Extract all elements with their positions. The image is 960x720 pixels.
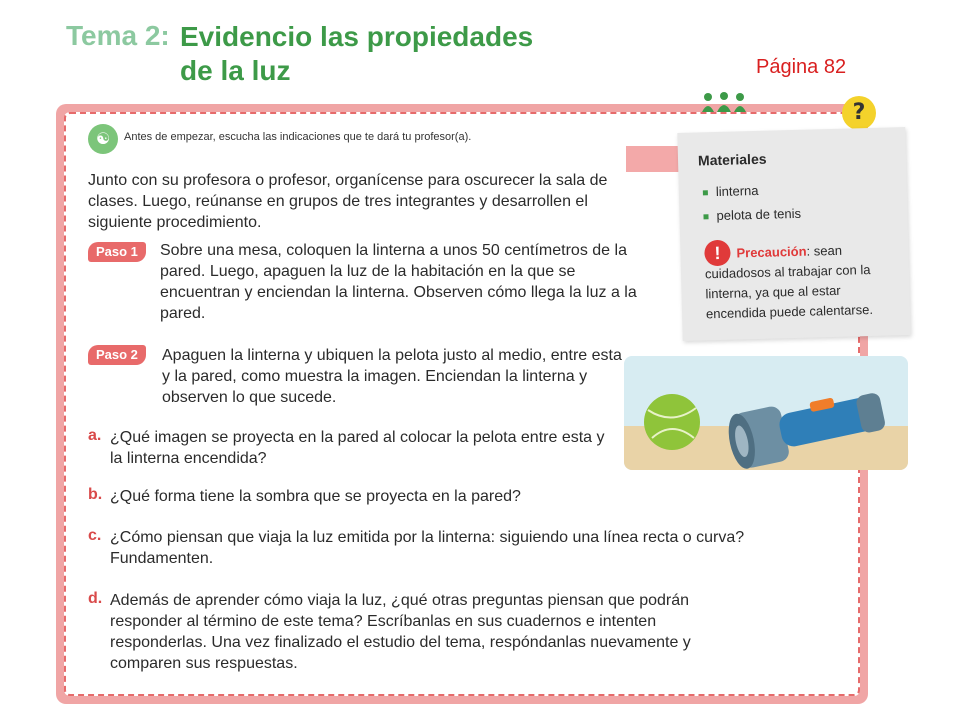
- step-2-text: Apaguen la linterna y ubiquen la pelota justo al medio, entre esta y la pared, como muestra la imagen. Enciendan la linterna y observen lo que sucede.: [162, 347, 622, 406]
- question-d-text: Además de aprender cómo viaja la luz, ¿qué otras preguntas piensan que podrán responder al término de este tema? Escríbanlas en sus cuadernos e intenten responderlas. Una vez finalizado el estudio del tema, respóndanlas nuevamente y comparen sus respuestas.: [110, 592, 691, 672]
- question-c-text: ¿Cómo piensan que viaja la luz emitida por la linterna: siguiendo una línea recta o curva? Fundamenten.: [110, 529, 745, 567]
- title-prefix: Tema 2:: [66, 20, 170, 51]
- question-a-text: ¿Qué imagen se proyecta en la pared al colocar la pelota entre esta y la linterna encendida?: [110, 429, 605, 467]
- meditation-icon: ☯: [88, 124, 118, 154]
- materials-title: Materiales: [697, 150, 767, 169]
- question-c-letter: c.: [88, 527, 102, 544]
- question-b-text: ¿Qué forma tiene la sombra que se proyecta en la pared?: [110, 488, 521, 505]
- material-item: linterna: [703, 183, 759, 199]
- step-2-badge: Paso 2: [88, 345, 146, 365]
- intro-note: Antes de empezar, escucha las indicaciones que te dará tu profesor(a).: [124, 131, 472, 143]
- caution-text: [704, 239, 902, 324]
- page-title: Evidencio las propiedades de la luz: [180, 21, 534, 86]
- step-1-text: Sobre una mesa, coloquen la linterna a unos 50 centímetros de la pared. Luego, apaguen la luz de la habitación en la que se encuentran y enciendan la linterna. Observen cómo llega la luz a la pared.: [160, 242, 637, 322]
- question-d-letter: d.: [88, 590, 103, 607]
- step-1-badge: Paso 1: [88, 242, 146, 262]
- ball-and-flashlight-image: [624, 356, 908, 470]
- caution-label: Precaución: [736, 243, 807, 261]
- intro-paragraph: Junto con su profesora o profesor, organícense para oscurecer la sala de clases. Luego, reúnanse en grupos de tres integrantes y desarrollen el siguiente procedimiento.: [88, 172, 608, 231]
- question-a-letter: a.: [88, 427, 102, 444]
- caution-body: : sean cuidadosos al trabajar con la linterna, ya que al estar encendida puede calentarse.: [704, 242, 874, 322]
- help-icon: ?: [842, 96, 876, 130]
- question-b-letter: b.: [88, 486, 103, 503]
- caution-icon: !: [704, 240, 731, 267]
- page-number: Página 82: [756, 56, 847, 78]
- materials-card: [677, 127, 910, 341]
- material-item: pelota de tenis: [703, 206, 801, 224]
- group-people-icon: [700, 92, 748, 114]
